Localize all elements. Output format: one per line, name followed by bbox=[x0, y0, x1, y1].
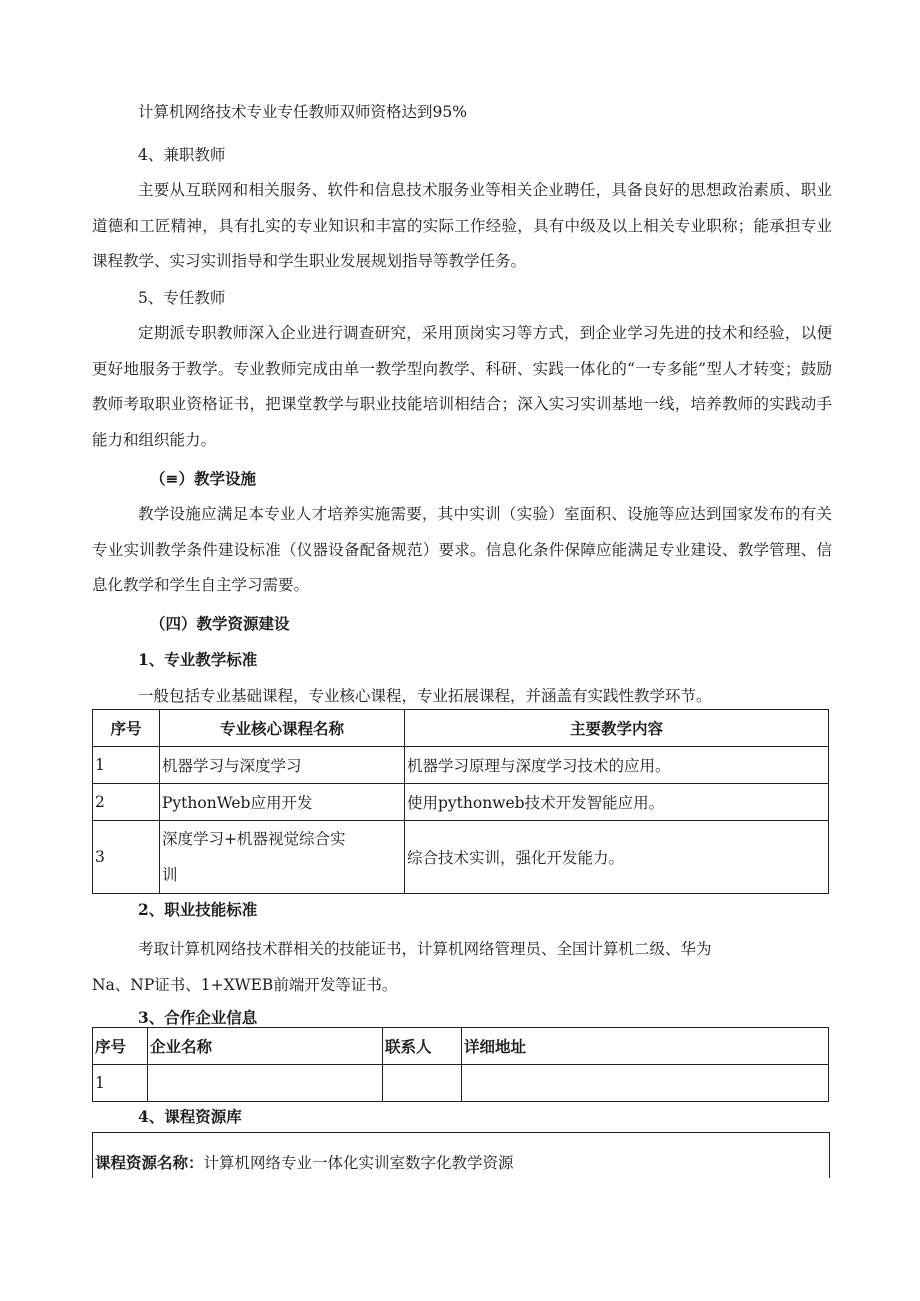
col-header-contact: 联系人 bbox=[383, 1028, 462, 1065]
cell-content: 使用pythonweb技术开发智能应用。 bbox=[405, 784, 829, 821]
cell-no: 1 bbox=[93, 747, 160, 784]
heading-partner-companies: 3、合作企业信息 bbox=[138, 1008, 258, 1027]
table-row bbox=[93, 821, 829, 894]
cell-no: 2 bbox=[93, 784, 160, 821]
heading-full-time-teachers: 5、专任教师 bbox=[138, 289, 226, 307]
cell-contact bbox=[383, 1065, 462, 1102]
col-header-no: 序号 bbox=[93, 710, 160, 747]
cell-course-name: PythonWeb应用开发 bbox=[160, 784, 405, 821]
partner-table bbox=[92, 1027, 829, 1102]
course-name-line-1: 深度学习+机器视觉综合实 bbox=[162, 830, 346, 848]
cell-content: 综合技术实训，强化开发能力。 bbox=[405, 821, 829, 894]
library-label: 课程资源名称： bbox=[95, 1153, 204, 1172]
cell-no: 3 bbox=[93, 821, 160, 894]
heading-part-time-teachers: 4、兼职教师 bbox=[138, 146, 226, 164]
heading-skill-standard: 2、职业技能标准 bbox=[138, 900, 258, 919]
cell-no: 1 bbox=[93, 1065, 148, 1102]
paragraph-full-time-teachers: 定期派专职教师深入企业进行调查研究，采用顶岗实习等方式，到企业学习先进的技术和经验，以便更好地服务于教学。专业教师完成由单一教学型向教学、科研、实践一体化的“一专多能”型人才转变；鼓励教师考取职业资格证书，把课堂教学与职业技能培训相结合；深入实习实训基地一线，培养教师的实践动手能力和组织能力。 bbox=[92, 324, 832, 449]
core-course-table bbox=[92, 709, 829, 894]
table-row bbox=[93, 747, 829, 784]
heading-teaching-standard: 1、专业教学标准 bbox=[138, 650, 258, 669]
course-library-line bbox=[95, 1151, 514, 1173]
library-value: 计算机网络专业一体化实训室数字化教学资源 bbox=[203, 1154, 514, 1172]
teacher-rate-line: 计算机网络技术专业专任教师双师资格达到95% bbox=[138, 103, 467, 121]
col-header-company-name: 企业名称 bbox=[148, 1028, 383, 1065]
heading-teaching-resources: （四）教学资源建设 bbox=[150, 614, 290, 633]
paragraph-teaching-standard: 一般包括专业基础课程，专业核心课程，专业拓展课程，并涵盖有实践性教学环节。 bbox=[138, 687, 712, 705]
paragraph-teaching-facilities: 教学设施应满足本专业人才培养实施需要，其中实训（实验）室面积、设施等应达到国家发布的有关专业实训教学条件建设标准（仪器设备配备规范）要求。信息化条件保障应能满足专业建设、教学管理、信息化教学和学生自主学习需要。 bbox=[92, 505, 832, 594]
table-header-row bbox=[93, 1028, 829, 1065]
course-name-line-2: 训 bbox=[162, 866, 178, 884]
table-header-row bbox=[93, 710, 829, 747]
col-header-content: 主要教学内容 bbox=[405, 710, 829, 747]
cell-company-name bbox=[148, 1065, 383, 1102]
paragraph-part-time-teachers: 主要从互联网和相关服务、软件和信息技术服务业等相关企业聘任，具备良好的思想政治素质、职业道德和工匠精神，具有扎实的专业知识和丰富的实际工作经验，具有中级及以上相关专业职称；能承担专业课程教学、实习实训指导和学生职业发展规划指导等教学任务。 bbox=[92, 181, 832, 270]
paragraph-skill-line-2: Na、NP证书、1+XWEB前端开发等证书。 bbox=[92, 976, 398, 994]
heading-teaching-facilities: （≡）教学设施 bbox=[150, 469, 256, 488]
cell-content: 机器学习原理与深度学习技术的应用。 bbox=[405, 747, 829, 784]
table-row bbox=[93, 1065, 829, 1102]
cell-course-name: 机器学习与深度学习 bbox=[160, 747, 405, 784]
paragraph-skill-line-1: 考取计算机网络技术群相关的技能证书，计算机网络管理员、全国计算机二级、华为 bbox=[138, 940, 712, 958]
col-header-address: 详细地址 bbox=[462, 1028, 829, 1065]
col-header-course-name: 专业核心课程名称 bbox=[160, 710, 405, 747]
cell-course-name bbox=[160, 821, 405, 894]
heading-course-library: 4、课程资源库 bbox=[138, 1107, 242, 1126]
course-library-box bbox=[92, 1132, 830, 1178]
cell-address bbox=[462, 1065, 829, 1102]
col-header-no: 序号 bbox=[93, 1028, 148, 1065]
table-row bbox=[93, 784, 829, 821]
